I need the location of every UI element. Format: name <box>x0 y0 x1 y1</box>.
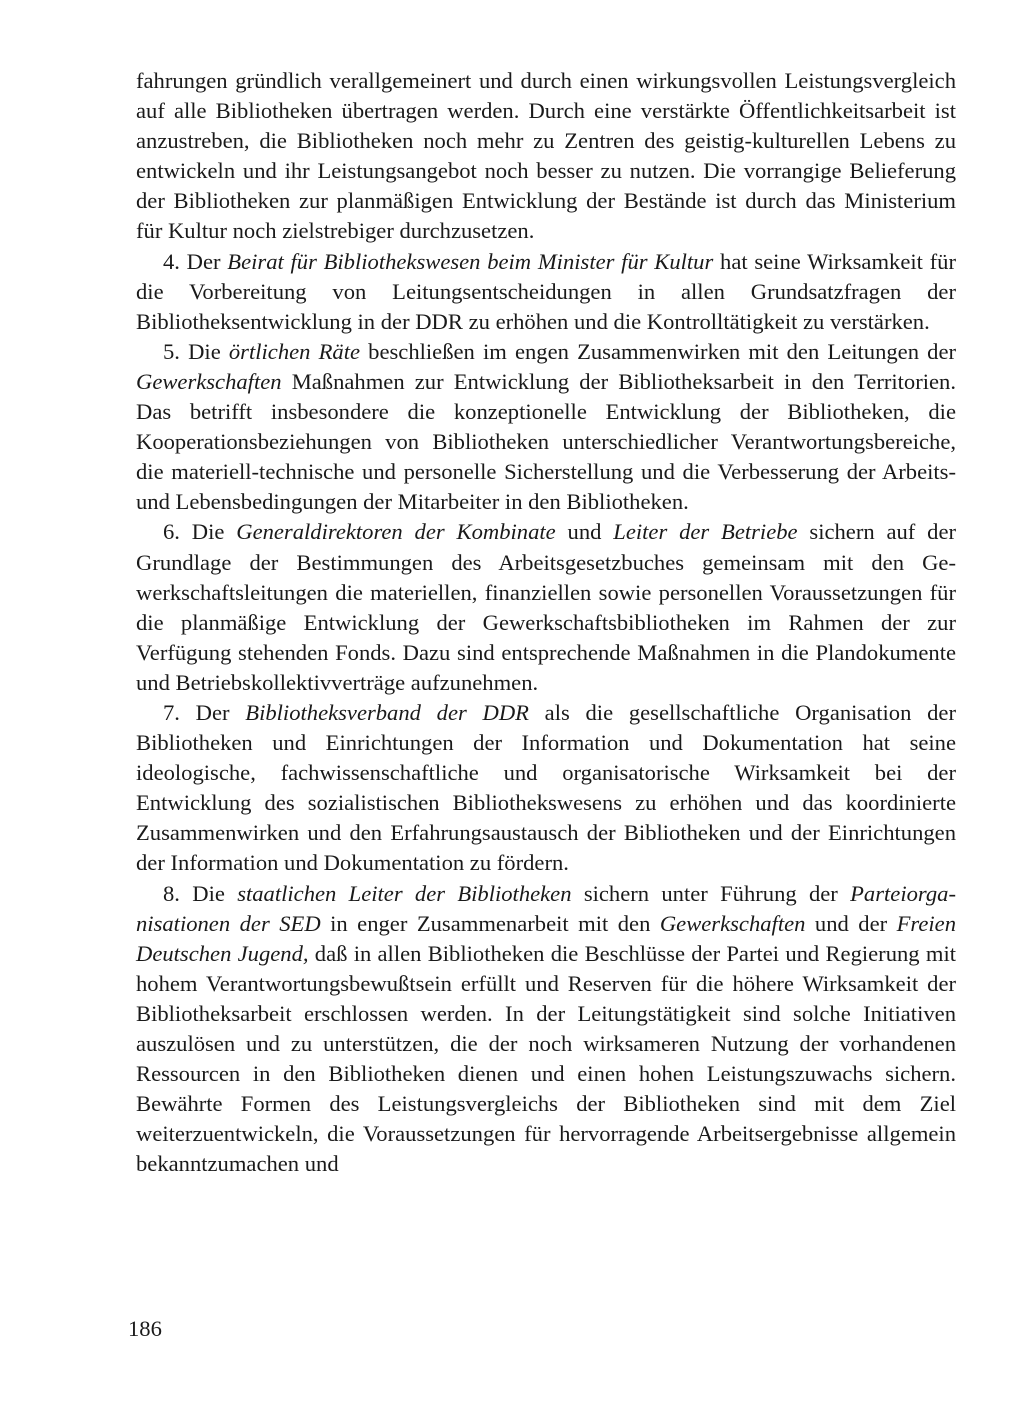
text-segment: daß in allen Bibliotheken die Beschlüsse der Partei und Regierung mit hohem Verantwortungsbewußtsein erfüllt und Reserven für die höhere Wirksamkeit der Bibliotheksarbeit erschlossen werden. In der Leitungstätigkeit sind solche Initiativen auszulösen und zu unterstützen, die der noch wirksameren Nutzung der vorhandenen Ressourcen in den Bibliotheken dienen und einen hohen Leistungszuwachs sichern. Bewährte Formen des Leistungsvergleichs der Bibliotheken sind mit dem Ziel weiterzuentwickeln, die Voraussetzungen für hervorragende Arbeitsergebnisse allgemein bekanntzumachen und <box>136 940 956 1177</box>
text-segment: 5. Die <box>163 338 229 364</box>
paragraph <box>136 247 956 337</box>
italic-term: Bibliotheksverband der DDR <box>245 699 529 725</box>
text-segment: in enger Zusammenarbeit mit den <box>320 910 660 936</box>
italic-term: Parteiorganisationen der SED <box>136 880 956 936</box>
text-segment: sichern unter Führung der <box>571 880 851 906</box>
italic-term: örtlichen Räte <box>228 338 361 364</box>
text-segment: und der <box>805 910 897 936</box>
text-segment: fahrungen gründlich verallgemeinert und durch einen wirkungsvollen Leistungsvergleich auf alle Bibliotheken übertragen werden. Durch eine verstärkte Öffentlichkeitsarbeit ist anzustreben, die Bibliotheken noch mehr zu Zentren des geistig-kulturellen Lebens zu entwickeln und ihr Leistungsangebot noch besser zu nutzen. Die vorrangige Belieferung der Bibliotheken zur planmäßigen Entwicklung der Bestände ist durch das Ministerium für Kultur noch zielstrebiger durchzusetzen. <box>136 68 956 244</box>
text-segment: als die gesellschaftliche Organisation der Bibliotheken und Einrichtungen der Information und Dokumentation hat seine ideologische, fachwissenschaftliche und organisatorische Wirksamkeit bei der Entwicklung des sozialistischen Bibliothekswesens zu erhöhen und das koordinierte Zusammenwirken und den Erfahrungsaustausch der Bibliotheken und der Einrichtungen der Information und Dokumentation zu fördern. <box>136 699 956 876</box>
text-segment: sichern auf der Grundlage der Bestimmungen des Arbeitsgesetzbuches gemeinsam mit den Gewerkschaftsleitungen die materiellen, finanziellen sowie personellen Voraussetzungen für die planmäßige Entwicklung der Gewerkschaftsbibliotheken im Rahmen der zur Verfügung stehenden Fonds. Dazu sind entsprechende Maßnahmen in die Plandokumente und Betriebskollektivverträge aufzunehmen. <box>136 519 957 695</box>
text-segment: 4. Der <box>163 248 228 274</box>
page-number: 186 <box>128 1316 162 1341</box>
text-segment: hat seine Wirksamkeit für die Vorbereitung von Leitungsentscheidungen in allen Grundsatzfragen der Bibliotheksentwicklung in der DDR zu erhöhen und die Kontrolltätigkeit zu verstärken. <box>136 248 956 334</box>
italic-term: Beirat für Bibliothekswesen beim Minister für Kultur <box>227 248 714 274</box>
text-segment: 6. Die <box>163 519 237 545</box>
italic-term: Freien Deutschen Jugend, <box>136 910 956 966</box>
text-segment: und <box>555 519 614 545</box>
text-segment: Maßnahmen zur Entwicklung der Bibliotheksarbeit in den Territorien. Das betrifft insbesondere die konzeptionelle Entwicklung der Bibliotheken, die Kooperationsbeziehungen von Bibliotheken unterschiedlicher Verantwortungsbereiche, die materiell-technische und personelle Sicherstellung und die Verbesserung der Arbeits- und Lebensbedingungen der Mitarbeiter in den Bibliotheken. <box>136 368 956 515</box>
text-segment: 8. Die <box>163 880 238 906</box>
text-segment: beschließen im engen Zusammenwirken mit den Leitungen der <box>360 338 957 364</box>
paragraph <box>136 517 956 698</box>
paragraph <box>136 698 956 879</box>
paragraph <box>136 337 956 518</box>
text-segment: 7. Der <box>163 699 246 725</box>
italic-term: staatlichen Leiter der Bibliotheken <box>237 880 572 906</box>
paragraph <box>136 66 956 247</box>
italic-term: Generaldirektoren der Kombinate <box>236 519 556 545</box>
italic-term: Gewerkschaften <box>136 368 282 394</box>
paragraph <box>136 879 956 1180</box>
document-body <box>136 66 956 1179</box>
italic-term: Leiter der Betriebe <box>613 519 798 545</box>
italic-term: Gewerkschaften <box>659 910 806 936</box>
